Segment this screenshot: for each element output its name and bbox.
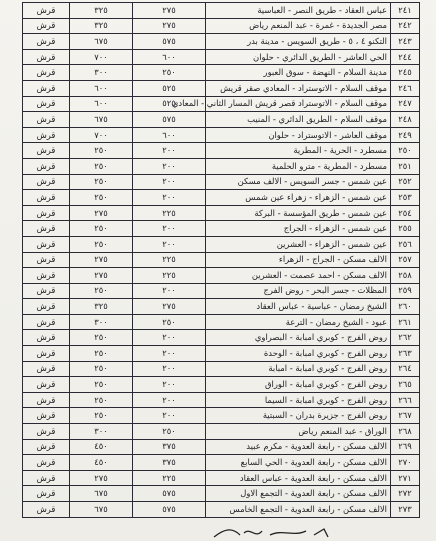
currency-cell: قرش [23, 65, 70, 81]
table-row [23, 49, 420, 65]
fare-cell-alt: ٢٥٠ [70, 174, 133, 190]
table-row [23, 174, 420, 190]
currency-cell: قرش [23, 408, 70, 424]
fare-cell-alt: ٢٥٠ [70, 190, 133, 206]
row-number: ٢٧١ [391, 470, 420, 486]
table-row [23, 330, 420, 346]
fare-cell: ٢٢٥ [133, 252, 206, 268]
table-row [23, 34, 420, 50]
table-row [23, 314, 420, 330]
fare-cell-alt: ٢٧٥ [70, 470, 133, 486]
fare-cell-alt: ٢٥٠ [70, 158, 133, 174]
fare-cell: ٢٧٥ [133, 299, 206, 315]
currency-cell: قرش [23, 18, 70, 34]
route-cell: روض الفرج - جزيرة بدران - السبتية [206, 408, 391, 424]
row-number: ٢٤٤ [391, 49, 420, 65]
table-row [23, 346, 420, 362]
route-cell: الشيخ رمضان - عباسية - عباس العقاد [206, 299, 391, 315]
currency-cell: قرش [23, 34, 70, 50]
row-number: ٢٦٧ [391, 408, 420, 424]
fare-cell: ٢٠٠ [133, 392, 206, 408]
currency-cell: قرش [23, 158, 70, 174]
fare-cell: ٢٠٠ [133, 346, 206, 362]
currency-cell: قرش [23, 96, 70, 112]
currency-cell: قرش [23, 80, 70, 96]
currency-cell: قرش [23, 299, 70, 315]
route-cell: الوراق - عبد المنعم رياض [206, 424, 391, 440]
row-number: ٢٤١ [391, 3, 420, 19]
fare-cell: ٥٧٥ [133, 34, 206, 50]
currency-cell: قرش [23, 330, 70, 346]
table-row [23, 408, 420, 424]
fare-cell-alt: ٦٧٥ [70, 486, 133, 502]
fare-cell-alt: ٢٥٠ [70, 377, 133, 393]
fare-cell-alt: ٦٠٠ [70, 80, 133, 96]
currency-cell: قرش [23, 127, 70, 143]
currency-cell: قرش [23, 221, 70, 237]
table-row [23, 127, 420, 143]
route-cell: الالف مسكن - الجراج - الزهراء [206, 252, 391, 268]
route-cell: عين شمس - الزهراء - العشرين [206, 236, 391, 252]
fare-cell: ٣٧٥ [133, 455, 206, 471]
route-cell: الالف مسكن - رابعة العدوية - عباس العقاد [206, 470, 391, 486]
fare-cell: ٥٧٥ [133, 112, 206, 128]
row-number: ٢٤٣ [391, 34, 420, 50]
row-number: ٢٦٨ [391, 424, 420, 440]
route-cell: الالف مسكن - رابعة العدوية - مكرم عبيد [206, 439, 391, 455]
fare-cell-alt: ٣٢٥ [70, 3, 133, 19]
row-number: ٢٥١ [391, 158, 420, 174]
route-cell: عباس العقاد - طريق النصر - العباسية [206, 3, 391, 19]
table-row [23, 299, 420, 315]
currency-cell: قرش [23, 252, 70, 268]
route-cell: موقف السلام - الطريق الدائري - المنيب [206, 112, 391, 128]
fare-cell-alt: ٣٢٥ [70, 18, 133, 34]
fare-cell-alt: ٧٠٠ [70, 127, 133, 143]
fare-cell-alt: ٦٧٥ [70, 112, 133, 128]
fare-cell: ٢٧٥ [133, 3, 206, 19]
fare-cell: ٢٠٠ [133, 174, 206, 190]
fare-cell: ٢٠٠ [133, 236, 206, 252]
fare-cell-alt: ٢٧٥ [70, 252, 133, 268]
table-row [23, 470, 420, 486]
table-row [23, 377, 420, 393]
fare-cell: ٢٠٠ [133, 361, 206, 377]
currency-cell: قرش [23, 3, 70, 19]
row-number: ٢٥٣ [391, 190, 420, 206]
currency-cell: قرش [23, 283, 70, 299]
fare-cell-alt: ٢٥٠ [70, 346, 133, 362]
fare-cell-alt: ٣٠٠ [70, 314, 133, 330]
fare-cell-alt: ٢٥٠ [70, 221, 133, 237]
row-number: ٢٥٦ [391, 236, 420, 252]
fare-cell-alt: ٦٧٥ [70, 34, 133, 50]
table-row [23, 361, 420, 377]
table-row [23, 439, 420, 455]
row-number: ٢٧٠ [391, 455, 420, 471]
fare-cell-alt: ٢٥٠ [70, 283, 133, 299]
fare-cell: ٢٠٠ [133, 190, 206, 206]
route-cell: روض الفرج - كوبري امبابة - الوحدة [206, 346, 391, 362]
fare-cell: ٢٢٥ [133, 268, 206, 284]
currency-cell: قرش [23, 470, 70, 486]
fare-cell: ٢٠٠ [133, 283, 206, 299]
currency-cell: قرش [23, 190, 70, 206]
table-row [23, 80, 420, 96]
row-number: ٢٦٥ [391, 377, 420, 393]
fare-table-body [23, 3, 420, 518]
fare-cell: ٢٠٠ [133, 330, 206, 346]
fare-cell-alt: ٢٥٠ [70, 361, 133, 377]
row-number: ٢٦١ [391, 314, 420, 330]
route-cell: الالف مسكن - رابعة العدوية - التجمع الخامس [206, 502, 391, 518]
row-number: ٢٤٩ [391, 127, 420, 143]
table-row [23, 424, 420, 440]
fare-cell: ٦٠٠ [133, 49, 206, 65]
table-row [23, 143, 420, 159]
route-cell: روض الفرج - كوبري امبابة - البصراوي [206, 330, 391, 346]
row-number: ٢٧٢ [391, 486, 420, 502]
route-cell: عين شمس - الزهراء - زهراء عين شمس [206, 190, 391, 206]
route-cell: موقف السلام - الاتوستراد قصر قريش المسار الثاني - المعادي [206, 96, 391, 112]
route-cell: موقف العاشر - الاتوستراد - حلوان [206, 127, 391, 143]
currency-cell: قرش [23, 49, 70, 65]
route-cell: روض الفرج - كوبري امبابة - الوراق [206, 377, 391, 393]
row-number: ٢٦٣ [391, 346, 420, 362]
fare-cell-alt: ٣٠٠ [70, 424, 133, 440]
route-cell: مسطرد - المطرية - مترو الحلمية [206, 158, 391, 174]
fare-cell: ٥٢٥ [133, 80, 206, 96]
row-number: ٢٦٤ [391, 361, 420, 377]
row-number: ٢٦٦ [391, 392, 420, 408]
fare-cell-alt: ٣٢٥ [70, 299, 133, 315]
route-cell: الالف مسكن - رابعة العدوية - الحي السابع [206, 455, 391, 471]
row-number: ٢٤٦ [391, 80, 420, 96]
currency-cell: قرش [23, 361, 70, 377]
table-row [23, 205, 420, 221]
row-number: ٢٦٩ [391, 439, 420, 455]
currency-cell: قرش [23, 268, 70, 284]
fare-cell-alt: ٢٧٥ [70, 205, 133, 221]
route-cell: المظلات - جسر البحر - روض الفرج [206, 283, 391, 299]
route-cell: مصر الجديدة - غمرة - عبد المنعم رياض [206, 18, 391, 34]
fare-cell-alt: ٦٠٠ [70, 96, 133, 112]
fare-cell-alt: ٣٠٠ [70, 65, 133, 81]
fare-cell-alt: ٢٥٠ [70, 392, 133, 408]
fare-cell: ٢٠٠ [133, 221, 206, 237]
fare-cell: ٦٠٠ [133, 127, 206, 143]
route-cell: روض الفرج - كوبري امبابة - السيما [206, 392, 391, 408]
row-number: ٢٥٩ [391, 283, 420, 299]
route-cell: عين شمس - طريق المؤسسة - البركة [206, 205, 391, 221]
currency-cell: قرش [23, 314, 70, 330]
row-number: ٢٧٣ [391, 502, 420, 518]
row-number: ٢٤٧ [391, 96, 420, 112]
row-number: ٢٥٨ [391, 268, 420, 284]
currency-cell: قرش [23, 205, 70, 221]
table-row [23, 392, 420, 408]
fare-cell: ٢٥٠ [133, 314, 206, 330]
fare-cell: ٢٢٥ [133, 470, 206, 486]
route-cell: الالف مسكن - رابعة العدوية - التجمع الاول [206, 486, 391, 502]
table-row [23, 112, 420, 128]
fare-cell: ٥٧٥ [133, 486, 206, 502]
fare-cell-alt: ٢٧٥ [70, 268, 133, 284]
fare-cell-alt: ٧٠٠ [70, 49, 133, 65]
route-cell: روض الفرج - كوبري امبابة - امبابة [206, 361, 391, 377]
row-number: ٢٥٢ [391, 174, 420, 190]
table-row [23, 190, 420, 206]
table-row [23, 252, 420, 268]
currency-cell: قرش [23, 439, 70, 455]
fare-cell-alt: ٢٥٠ [70, 236, 133, 252]
fare-cell-alt: ٤٥٠ [70, 455, 133, 471]
fare-cell: ٣٧٥ [133, 439, 206, 455]
handwritten-signature [210, 523, 350, 541]
row-number: ٢٤٢ [391, 18, 420, 34]
currency-cell: قرش [23, 346, 70, 362]
currency-cell: قرش [23, 143, 70, 159]
table-row [23, 221, 420, 237]
row-number: ٢٤٥ [391, 65, 420, 81]
fare-cell: ٢٧٥ [133, 18, 206, 34]
row-number: ٢٥٧ [391, 252, 420, 268]
fare-cell: ٢٥٠ [133, 424, 206, 440]
fare-cell: ٥٢٥ [133, 96, 206, 112]
table-row [23, 96, 420, 112]
table-row [23, 486, 420, 502]
currency-cell: قرش [23, 174, 70, 190]
row-number: ٢٥٥ [391, 221, 420, 237]
fare-cell: ٢٠٠ [133, 158, 206, 174]
fare-cell-alt: ٢٥٠ [70, 408, 133, 424]
table-row [23, 236, 420, 252]
route-cell: الالف مسكن - احمد عصمت - العشرين [206, 268, 391, 284]
route-cell: مدينة السلام - النهضة - سوق العبور [206, 65, 391, 81]
table-row [23, 455, 420, 471]
currency-cell: قرش [23, 424, 70, 440]
fare-cell-alt: ٢٥٠ [70, 330, 133, 346]
fare-cell: ٢٥٠ [133, 65, 206, 81]
table-row [23, 268, 420, 284]
currency-cell: قرش [23, 236, 70, 252]
route-cell: موقف السلام - الاتوستراد - المعادي صقر قريش [206, 80, 391, 96]
row-number: ٢٦٢ [391, 330, 420, 346]
fare-cell-alt: ٦٧٥ [70, 502, 133, 518]
table-row [23, 158, 420, 174]
fare-table [22, 2, 420, 518]
route-cell: الحي العاشر - الطريق الدائري - حلوان [206, 49, 391, 65]
table-row [23, 502, 420, 518]
table-row [23, 283, 420, 299]
currency-cell: قرش [23, 486, 70, 502]
fare-cell: ٢٠٠ [133, 377, 206, 393]
row-number: ٢٤٨ [391, 112, 420, 128]
table-row [23, 65, 420, 81]
table-row [23, 3, 420, 19]
currency-cell: قرش [23, 112, 70, 128]
currency-cell: قرش [23, 455, 70, 471]
route-cell: عبود - الشيخ رمضان - الترعة [206, 314, 391, 330]
currency-cell: قرش [23, 392, 70, 408]
row-number: ٢٦٠ [391, 299, 420, 315]
table-row [23, 18, 420, 34]
row-number: ٢٥٤ [391, 205, 420, 221]
fare-cell: ٢٠٠ [133, 408, 206, 424]
currency-cell: قرش [23, 502, 70, 518]
currency-cell: قرش [23, 377, 70, 393]
route-cell: التكنو ٤ ، ٥ - طريق السويس - مدينة بدر [206, 34, 391, 50]
route-cell: عين شمس - الزهراء - الجراج [206, 221, 391, 237]
fare-cell: ٢٠٠ [133, 143, 206, 159]
route-cell: عين شمس - جسر السويس - الالف مسكن [206, 174, 391, 190]
fare-cell: ٢٢٥ [133, 205, 206, 221]
route-cell: مسطرد - الحرية - المطرية [206, 143, 391, 159]
row-number: ٢٥٠ [391, 143, 420, 159]
fare-cell-alt: ٤٥٠ [70, 439, 133, 455]
fare-cell-alt: ٢٥٠ [70, 143, 133, 159]
fare-cell: ٥٧٥ [133, 502, 206, 518]
